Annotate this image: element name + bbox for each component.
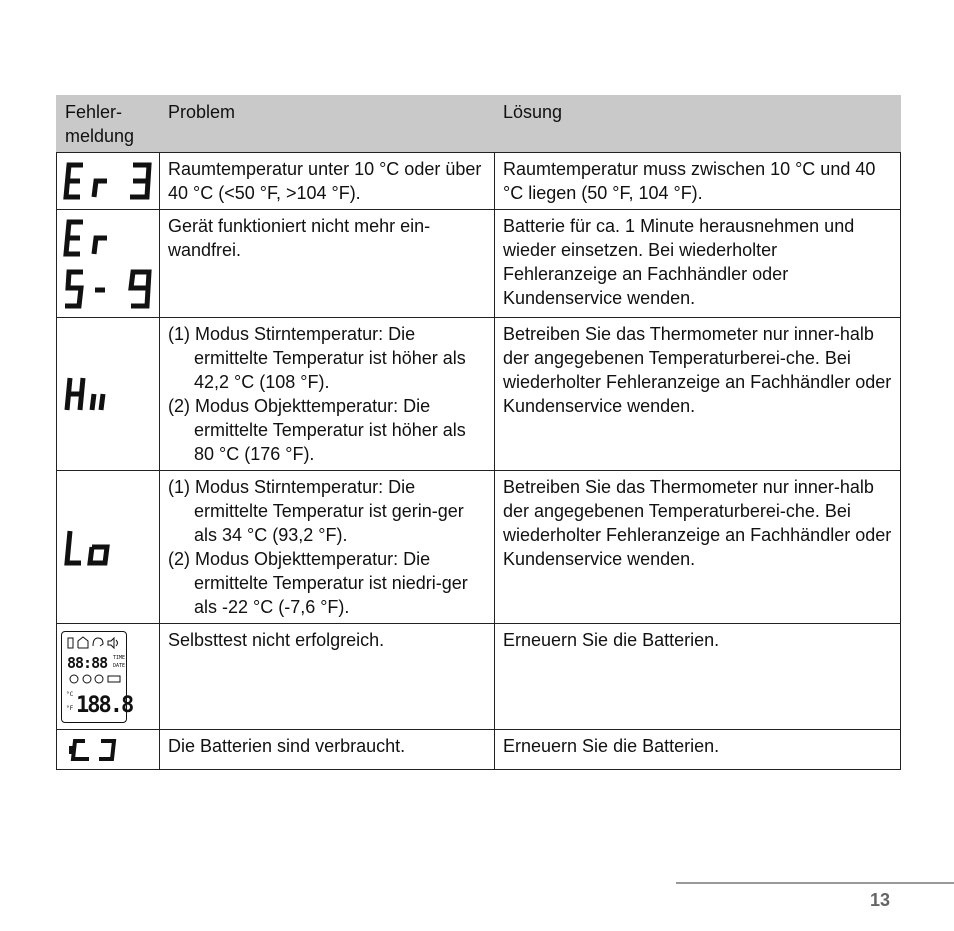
svg-text:88:88: 88:88 <box>67 653 108 672</box>
problem-cell: (1) Modus Stirntemperatur: Die ermittelte Temperatur ist gerin-ger als 34 °C (93,2 °F). (2) Modus Objekttemperatur: Die ermittelte Temperatur ist niedri-ger als -22 °C (-7,6 °F). <box>160 471 495 624</box>
problem-cell: Raumtemperatur unter 10 °C oder über 40 °C (<50 °F, >104 °F). <box>160 153 495 210</box>
table-row <box>57 153 901 210</box>
lcd-selftest-full-display-icon <box>61 631 133 723</box>
problem-cell: Die Batterien sind verbraucht. <box>160 730 495 770</box>
solution-cell: Batterie für ca. 1 Minute herausnehmen und wieder einsetzen. Bei wiederholter Fehleranzeige an Fachhändler oder Kundenservice wenden. <box>495 210 901 318</box>
empty-battery-icon <box>61 736 153 764</box>
header-fehlermeldung: Fehler- meldung <box>57 96 160 153</box>
solution-cell: Betreiben Sie das Thermometer nur inner-halb der angegebenen Temperaturberei-che. Bei wiederholter Fehleranzeige an Fachhändler oder Kundenservice wenden. <box>495 471 901 624</box>
svg-text:°C: °C <box>66 690 74 698</box>
lcd-er-5-9-icon <box>61 216 153 312</box>
svg-text:188.8: 188.8 <box>76 692 133 718</box>
table-header-row <box>57 96 901 153</box>
table-row <box>57 730 901 770</box>
page-number: 13 <box>870 890 891 910</box>
problem-cell: (1) Modus Stirntemperatur: Die ermittelte Temperatur ist höher als 42,2 °C (108 °F). (2) Modus Objekttemperatur: Die ermittelte Temperatur ist höher als 80 °C (176 °F). <box>160 318 495 471</box>
lcd-er-3-icon <box>61 159 153 203</box>
header-loesung: Lösung <box>495 96 901 153</box>
table-row <box>57 471 901 624</box>
svg-text:TIME: TIME <box>113 654 126 661</box>
solution-cell: Raumtemperatur muss zwischen 10 °C und 40 °C liegen (50 °F, 104 °F). <box>495 153 901 210</box>
lcd-hi-icon <box>61 372 153 416</box>
error-code-cell <box>57 730 160 770</box>
svg-text:°F: °F <box>66 704 74 712</box>
solution-cell: Betreiben Sie das Thermometer nur inner-halb der angegebenen Temperaturberei-che. Bei wiederholter Fehleranzeige an Fachhändler oder Kundenservice wenden. <box>495 318 901 471</box>
footer-rule <box>676 882 954 884</box>
solution-cell: Erneuern Sie die Batterien. <box>495 624 901 730</box>
error-code-cell <box>57 471 160 624</box>
problem-cell: Selbsttest nicht erfolgreich. <box>160 624 495 730</box>
solution-cell: Erneuern Sie die Batterien. <box>495 730 901 770</box>
problem-cell: Gerät funktioniert nicht mehr ein-wandfrei. <box>160 210 495 318</box>
lcd-lo-icon <box>61 525 153 569</box>
table-row <box>57 318 901 471</box>
table-row <box>57 624 901 730</box>
error-table <box>56 95 901 770</box>
error-code-cell <box>57 624 160 730</box>
error-code-cell <box>57 153 160 210</box>
table-row <box>57 210 901 318</box>
error-code-cell <box>57 210 160 318</box>
error-code-cell <box>57 318 160 471</box>
header-problem: Problem <box>160 96 495 153</box>
svg-text:DATE: DATE <box>113 662 126 669</box>
